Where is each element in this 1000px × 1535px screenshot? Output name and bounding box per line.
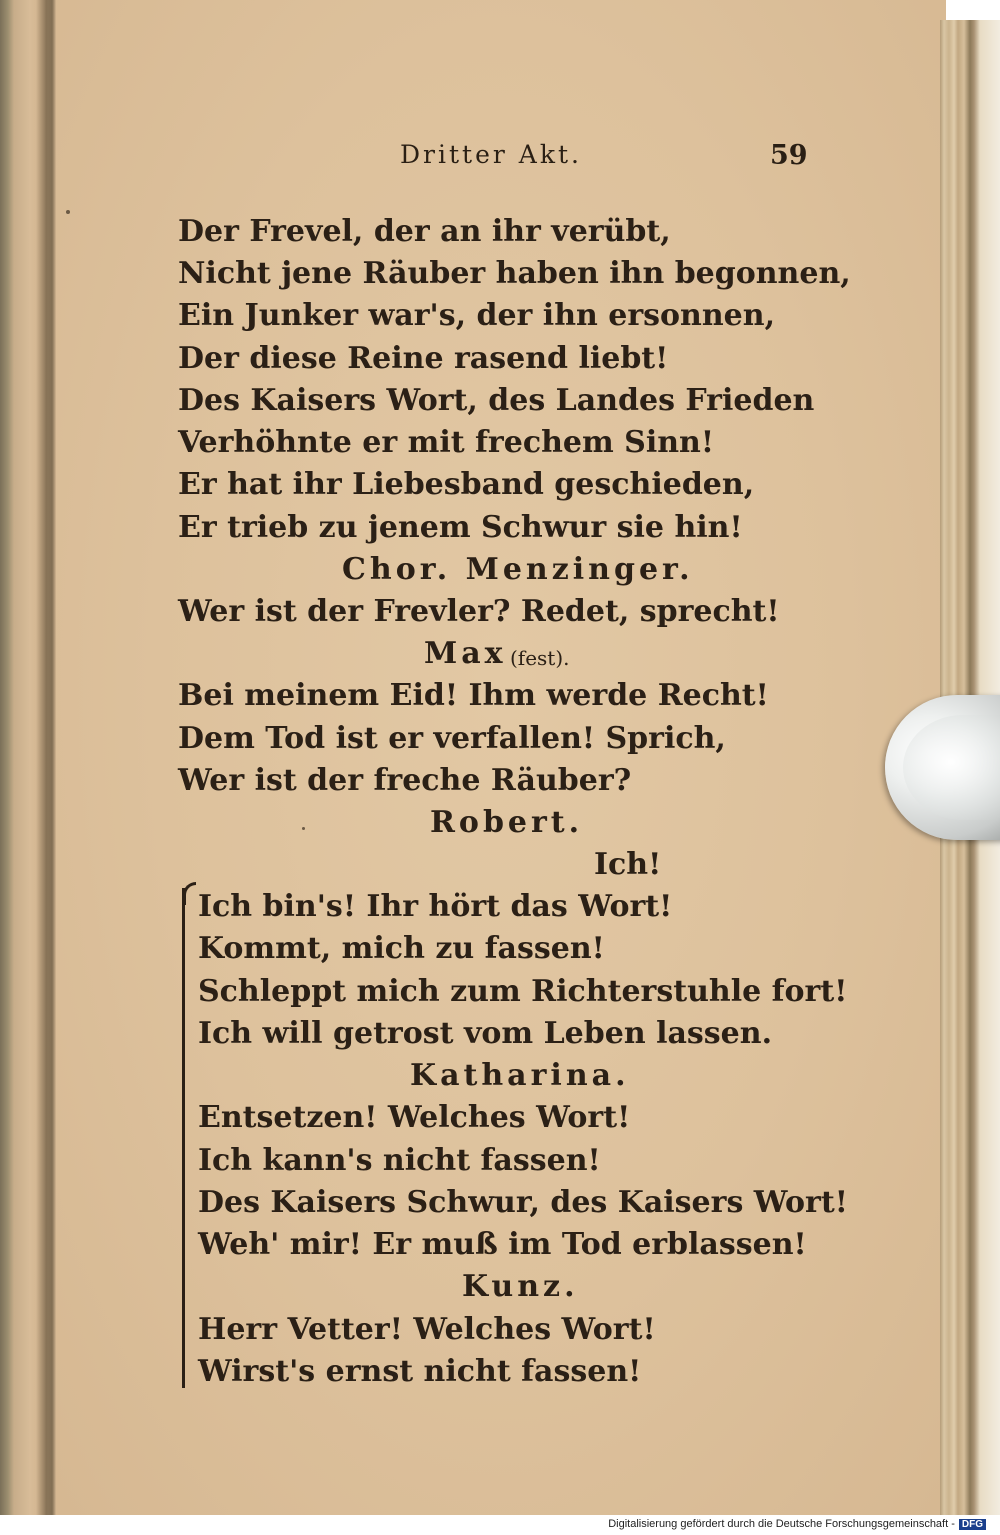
verse-line: Wer ist der freche Räuber? (178, 763, 632, 798)
speck (302, 827, 305, 830)
digitization-credit (608, 1518, 986, 1530)
verse-line: Wer ist der Frevler? Redet, sprecht! (178, 594, 780, 629)
verse-line: Dem Tod ist er verfallen! Sprich, (178, 721, 726, 756)
verse-line: Schleppt mich zum Richterstuhle fort! (198, 974, 848, 1009)
speaker-heading: Robert. (430, 805, 584, 840)
verse-line: Wirst's ernst nicht fassen! (198, 1354, 642, 1389)
running-title: Dritter Akt. (400, 140, 582, 169)
verse-line: Ein Junker war's, der ihn ersonnen, (178, 298, 776, 333)
running-header (0, 140, 1000, 180)
verse-line: Der Frevel, der an ihr verübt, (178, 214, 671, 249)
verse-line: Ich bin's! Ihr hört das Wort! (198, 889, 673, 924)
ensemble-brace-line (182, 888, 191, 1388)
verse-line: Ich! (594, 847, 662, 882)
speaker-heading: Chor. Menzinger. (342, 552, 694, 587)
speck (66, 210, 70, 214)
verse-line: Bei meinem Eid! Ihm werde Recht! (178, 678, 769, 713)
speaker-heading: Katharina. (410, 1058, 630, 1093)
verse-line: Kommt, mich zu fassen! (198, 931, 605, 966)
verse-line: Des Kaisers Schwur, des Kaisers Wort! (198, 1185, 848, 1220)
dfg-logo: DFG (959, 1519, 986, 1530)
credit-text: Digitalisierung gefördert durch die Deutsche Forschungsgemeinschaft - (608, 1518, 955, 1530)
verse-line: Herr Vetter! Welches Wort! (198, 1312, 656, 1347)
verse-line: Er hat ihr Liebesband geschieden, (178, 467, 755, 502)
verse-line: Ich will getrost vom Leben lassen. (198, 1016, 773, 1051)
speaker-heading: Kunz. (462, 1269, 579, 1304)
verse-line: Entsetzen! Welches Wort! (198, 1100, 631, 1135)
verse-line: Der diese Reine rasend liebt! (178, 341, 669, 376)
verse-line: Nicht jene Räuber haben ihn begonnen, (178, 256, 851, 291)
speaker-heading: Max (424, 636, 507, 671)
stage-direction: (fest). (510, 646, 570, 670)
verse-line: Er trieb zu jenem Schwur sie hin! (178, 510, 743, 545)
gutter-shadow (36, 0, 56, 1515)
verse-line: Verhöhnte er mit frechem Sinn! (178, 425, 715, 460)
verse-line: Des Kaisers Wort, des Landes Frieden (178, 383, 815, 418)
verse-line: Ich kann's nicht fassen! (198, 1143, 601, 1178)
page-number: 59 (770, 140, 808, 171)
verse-line: Weh' mir! Er muß im Tod erblassen! (198, 1227, 807, 1262)
